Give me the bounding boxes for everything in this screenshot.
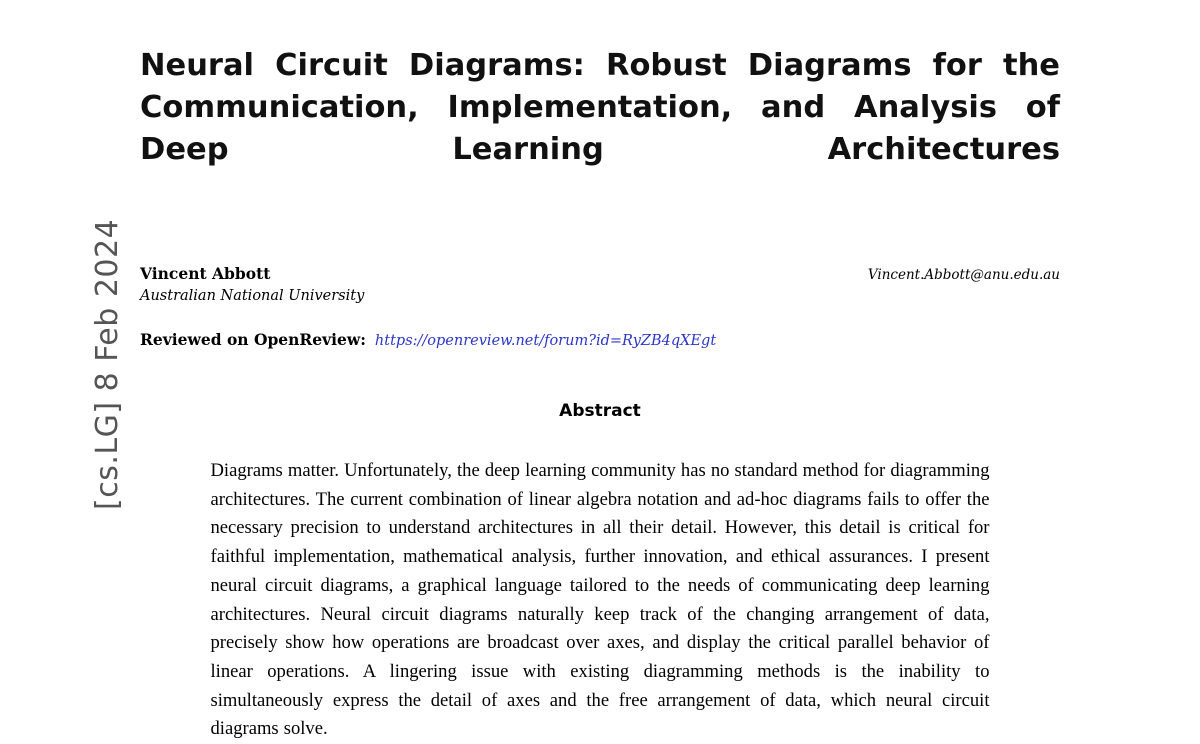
paper-page bbox=[140, 0, 1060, 740]
page-title: Neural Circuit Diagrams: Robust Diagrams for the Communication, Implementation, and Analysis of Deep Learning Architectures bbox=[140, 48, 1060, 167]
abstract-paragraph: Diagrams matter. Unfortunately, the deep learning community has no standard method for diagramming architectures. The current combination of linear algebra notation and ad-hoc diagrams fails to offer the necessary precision to understand architectures in all their detail. However, this detail is critical for faithful implementation, mathematical analysis, further innovation, and ethical assurances. I present neural circuit diagrams, a graphical language tailored to the needs of communicating deep learning architectures. Neural circuit diagrams naturally keep track of the changing arrangement of data, precisely show how operations are broadcast over axes, and display the critical parallel behavior of linear operations. A lingering issue with existing diagramming methods is the inability to simultaneously express the detail of axes and the free arrangement of data, which neural circuit diagrams solve. bbox=[210, 460, 990, 740]
abstract-body bbox=[211, 457, 990, 744]
author-block bbox=[140, 263, 1060, 309]
openreview-link[interactable]: https://openreview.net/forum?id=RyZB4qXEgt bbox=[374, 333, 717, 349]
author-email: Vincent.Abbott@anu.edu.au bbox=[867, 267, 1060, 283]
author-name: Vincent Abbott bbox=[140, 264, 271, 283]
arxiv-stamp-text: [cs.LG] 8 Feb 2024 bbox=[90, 218, 125, 510]
openreview-line bbox=[140, 330, 1060, 349]
author-affiliation: Australian National University bbox=[140, 288, 365, 304]
abstract-heading: Abstract bbox=[559, 401, 641, 421]
arxiv-stamp bbox=[0, 0, 125, 648]
openreview-label: Reviewed on OpenReview: bbox=[140, 330, 366, 349]
